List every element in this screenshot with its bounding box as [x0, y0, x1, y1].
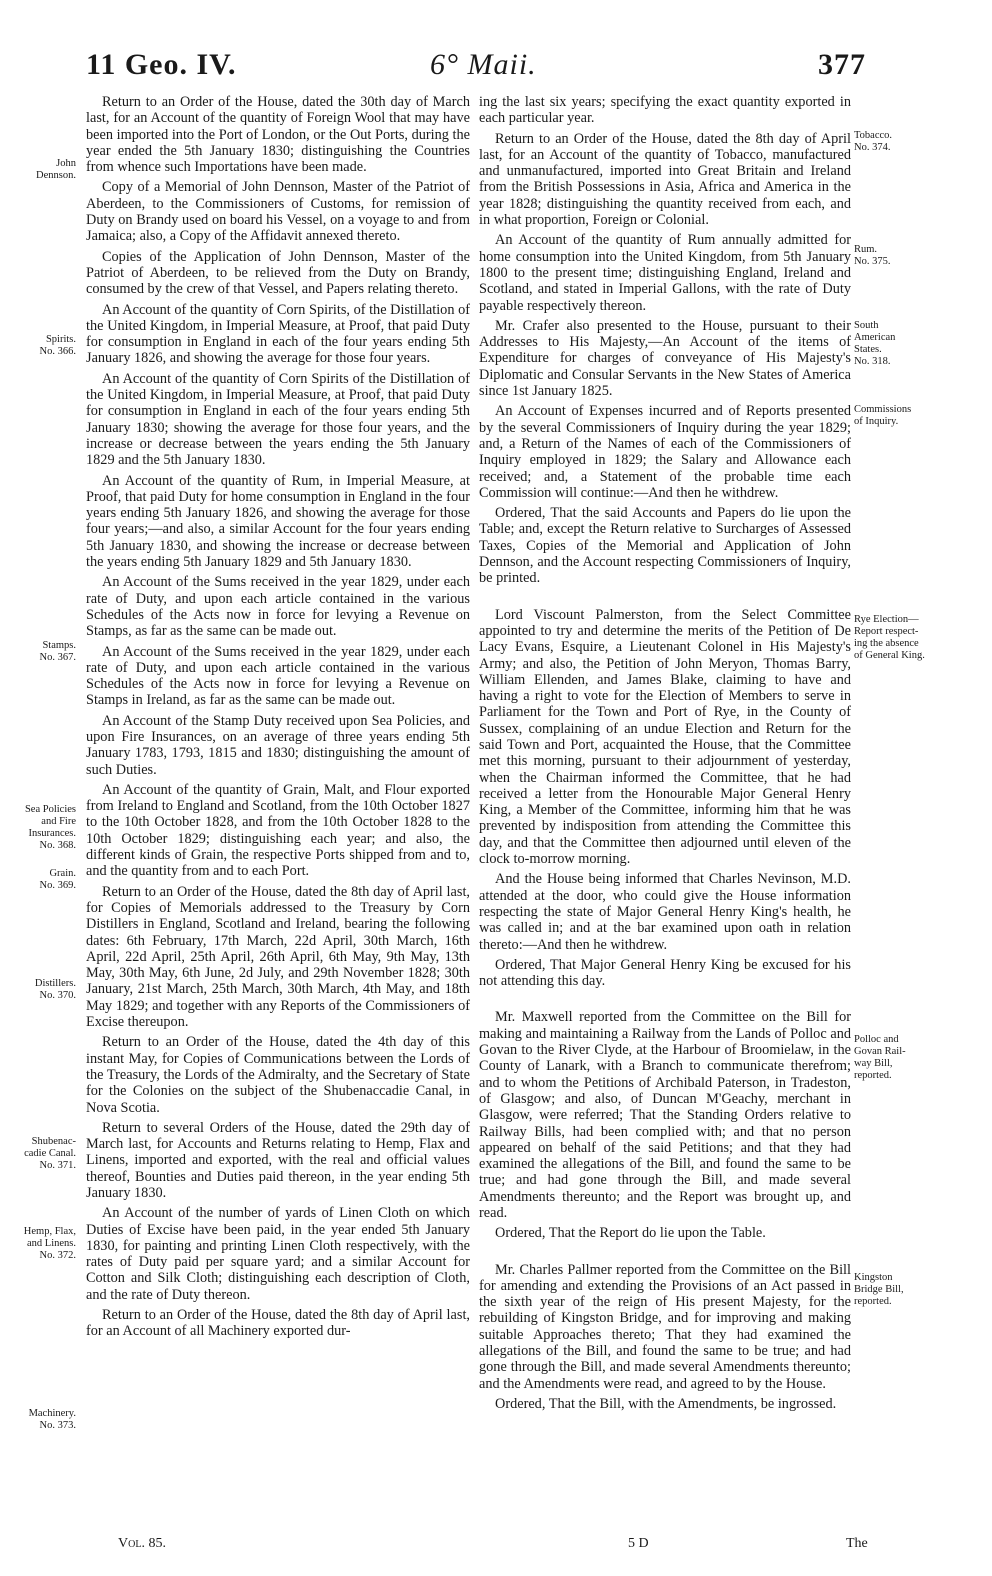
margin-note: Grain. No. 369. [39, 868, 76, 891]
paragraph: An Account of the quantity of Rum annually admitted for home consumption into the United Kingdom, from 5th January 1800 to the present time; distinguishing England, Ireland and Scotland, and stated in Imperial Gallons, with the rate of Duty payable respectively thereon. [479, 232, 851, 314]
paragraph: An Account of the Sums received in the year 1829, under each rate of Duty, and upon each article contained in the various Schedules of the Acts now in force for levying a Revenue on Stamps in Ireland, as far as the same can be made out. [86, 643, 470, 709]
margin-note: Rum. No. 375. [854, 244, 891, 267]
paragraph: Return to several Orders of the House, dated the 29th day of March last, for Accounts and Returns relating to Hemp, Flax and Linens, imported and exported, with the real and official values thereof, Bounties and Duties paid thereon, in the year ending 5th January 1830. [86, 1119, 470, 1201]
paragraph: An Account of Expenses incurred and of Reports presented by the several Commissioners of Inquiry during the year 1829; and, a Return of the Names of each of the Commissioners of Inquiry employed in 1829; the Salary and Allowance each received; and, a Statement of the probable time each Commission will continue:—And then he withdrew. [479, 403, 851, 501]
margin-note: Machinery. No. 373. [28, 1408, 76, 1431]
paragraph: Mr. Charles Pallmer reported from the Committee on the Bill for amending and extending the Provisions of an Act passed in the sixth year of the reign of His present Majesty, for the rebuilding of Kingston Bridge, and for improving and making suitable Approaches thereto; That they had examined the allegations of the Bill, and found the same to be true; and had gone through the Bill, and made several Amendments thereunto; and the Amendments were read, and agreed to by the House. [479, 1261, 851, 1392]
margin-note: Sea Policies and Fire Insurances. No. 368. [24, 804, 76, 851]
right-column [479, 94, 851, 1416]
margin-note: Kingston Bridge Bill, reported. [854, 1272, 904, 1307]
paragraph: Copy of a Memorial of John Dennson, Master of the Patriot of Aberdeen, to the Commissioners of Customs, for remission of Duty on Brandy used on board his Vessel, on a voyage to and from Jamaica; also, a Copy of the Affidavit annexed thereto. [86, 179, 470, 245]
paragraph: An Account of the quantity of Corn Spirits of the Distillation of the United Kingdom, in Imperial Measure, at Proof, that paid Duty for consumption in England in each of the four years ending 5th January 1830; showing the average for those four years, and the increase or decrease between the years ending the 5th January 1829 and the 5th January 1830. [86, 370, 470, 469]
paragraph: Return to an Order of the House, dated the 4th day of this instant May, for Copies of Communications between the Lords of the Treasury, the Lords of the Admiralty, and the Secretary of State for the Colonies on the subject of the Shubenaccadie Canal, in Nova Scotia. [86, 1034, 470, 1116]
paragraph: Ordered, That the said Accounts and Papers do lie upon the Table; and, except the Return relative to Surcharges of Assessed Taxes, Copies of the Memorial and Application of John Dennson, and the Account respecting Commissioners of Inquiry, be printed. [479, 505, 851, 587]
paragraph: An Account of the quantity of Corn Spirits, of the Distillation of the United Kingdom, in Imperial Measure, at Proof, that paid Duty for consumption in England in each of the four years ending 5th January 1826, and showing the average for those four years. [86, 301, 470, 367]
margin-note: Stamps. No. 367. [39, 640, 76, 663]
signature-mark: 5 D [628, 1536, 649, 1551]
paragraph: Ordered, That the Report do lie upon the Table. [495, 1225, 766, 1242]
paragraph: And the House being informed that Charles Nevinson, M.D. attended at the door, who could give the House information respecting the state of Major General Henry King's health, he was called in; and at the bar examined upon oath in relation thereto:—And then he withdrew. [479, 871, 851, 953]
catchword: The [846, 1536, 868, 1551]
margin-note: Polloc and Govan Rail- way Bill, reported. [854, 1034, 906, 1081]
margin-note: Tobacco. No. 374. [854, 130, 893, 153]
paragraph: An Account of the Stamp Duty received upon Sea Policies, and upon Fire Insurances, on an average of three years ending 5th January 1783, 1793, 1815 and 1830; distinguishing the amount of such Duties. [86, 712, 470, 778]
paragraph: An Account of the number of yards of Linen Cloth on which Duties of Excise have been paid, in the year ended 5th January 1830, for painting and printing Linen Cloth respectively, with the rates of Duty paid per square yard; and a similar Account for Cotton and Silk Cloth; distinguishing each description of Cloth, and the rate of Duty thereon. [86, 1205, 470, 1303]
margin-note: Shubenac- cadie Canal. No. 371. [24, 1136, 76, 1171]
margin-note: Distillers. No. 370. [34, 978, 76, 1001]
paragraph: Mr. Maxwell reported from the Committee on the Bill for making and maintaining a Railway from the Lands of Polloc and Govan to the River Clyde, at the Harbour of Broomielaw, in the County of Lanark, with a Branch to communicate therefrom; and to whom the Petitions of Archibald Paterson, in Tradeston, of Glasgow; and also, of Duncan M'Geachy, merchant in Glasgow, were referred; That the Standing Orders relative to Railway Bills, had been complied with; and that no person appeared on behalf of the said Petitions; and that they had examined the allegations of the Bill, and found the same to be true; and had gone through the Bill, and made several Amendments thereunto; and the Report was brought up, and read. [479, 1009, 851, 1221]
paragraph: Return to an Order of the House, dated the 8th day of April last, for an Account of the quantity of Tobacco, manufactured and unmanufactured, imported into Great Britain and Ireland from the British Possessions in Asia, Africa and America in the year 1828; distinguishing the quantity received from each, and in what proportion, Foreign or Colonial. [479, 130, 851, 229]
paragraph: An Account of the quantity of Rum, in Imperial Measure, at Proof, that paid Duty for home consumption in England in the four years ending 5th January 1826, and showing the average for those four years;—and also, a similar Account for the four years ending 5th January 1830, and showing the increase or decrease between the years ending 5th January 1829 and 5th January 1830. [86, 472, 470, 571]
margin-note: John Dennson. [36, 158, 76, 181]
paragraph: Mr. Crafer also presented to the House, pursuant to their Addresses to His Majesty,—An Account of the items of Expenditure for charges of conveyance of His Majesty's Diplomatic and Consular Servants in the New States of America since 1st January 1825. [479, 317, 851, 400]
margin-note: Hemp, Flax, and Linens. No. 372. [23, 1226, 76, 1261]
paragraph: Ordered, That Major General Henry King be excused for his not attending this day. [479, 956, 851, 990]
paragraph: Copies of the Application of John Dennson, Master of the Patriot of Aberdeen, to be relieved from the Duty on Brandy, consumed by the crew of that Vessel, and Papers relating thereto. [86, 248, 470, 298]
running-head-date: 6° Maii. [430, 48, 537, 81]
volume-number: Vol. 85. [118, 1536, 166, 1551]
paragraph: An Account of the Sums received in the year 1829, under each rate of Duty, and upon each article contained in the various Schedules of the Acts now in force for levying a Revenue on Stamps, as far as the same can be made out. [86, 574, 470, 640]
page-number: 377 [818, 48, 866, 81]
paragraph: Lord Viscount Palmerston, from the Select Committee appointed to try and determine the merits of the Petition of De Lacy Evans, Esquire, a Lieutenant Colonel in His Majesty's Army; and also, the Petition of John Meryon, Thomas Barry, William Ellenden, and James Blake, claiming to have and having a right to vote for the Election of Members to serve in Parliament for the Town and Port of Rye, in the County of Sussex, complaining of an undue Election and Return for the said Town and Port, acquainted the House, that the Committee met this morning, pursuant to their adjournment of yesterday, when the Chairman informed the Committee, that he had received a letter from the Honourable Major General Henry King, a Member of the Committee, informing him that he was prevented by indisposition from attending the Committee this day, and that the Committee then adjourned until eleven of the clock to-morrow morning. [479, 606, 851, 868]
paragraph: Return to an Order of the House, dated the 8th day of April last, for an Account of all Machinery exported dur- [86, 1307, 470, 1340]
paragraph: ing the last six years; specifying the exact quantity exported in each particular year. [479, 94, 851, 127]
paragraph: Ordered, That the Bill, with the Amendments, be ingrossed. [495, 1395, 837, 1412]
margin-note: South American States. No. 318. [854, 320, 896, 367]
margin-note: Commissions of Inquiry. [854, 404, 912, 427]
margin-note: Rye Election— Report respect- ing the absence of General King. [854, 614, 925, 661]
paragraph: Return to an Order of the House, dated the 30th day of March last, for an Account of the quantity of Foreign Wool that may have been imported into the Port of London, or the Out Ports, during the year ended the 5th January 1830; distinguishing the Countries from whence such Importations have been made. [86, 94, 470, 176]
paragraph: Return to an Order of the House, dated the 8th day of April last, for Copies of Memorials addressed to the Treasury by Corn Distillers in England, Scotland and Ireland, bearing the following dates: 6th February, 17th March, 22d April, 30th March, 16th April, 22d April, 25th April, 26th April, 6th May, 9th May, 13th May, 30th May, 6th June, 2d July, and 29th November 1828; 30th January, 21st March, 25th March, 30th March, 4th May, and 18th May 1829; and together with any Reports of the Commissioners of Excise thereupon. [86, 883, 470, 1031]
running-head-regnal-year: 11 Geo. IV. [86, 48, 237, 81]
paragraph: An Account of the quantity of Grain, Malt, and Flour exported from Ireland to England and Scotland, from the 10th October 1827 to the 10th October 1828, and from the 10th October 1828 to the 10th October 1829; distinguishing each year; and also, the different kinds of Grain, the respective Ports shipped from and to, and the quantity from and to each Port. [86, 781, 470, 880]
left-column [86, 94, 470, 1344]
margin-note: Spirits. No. 366. [39, 334, 76, 357]
